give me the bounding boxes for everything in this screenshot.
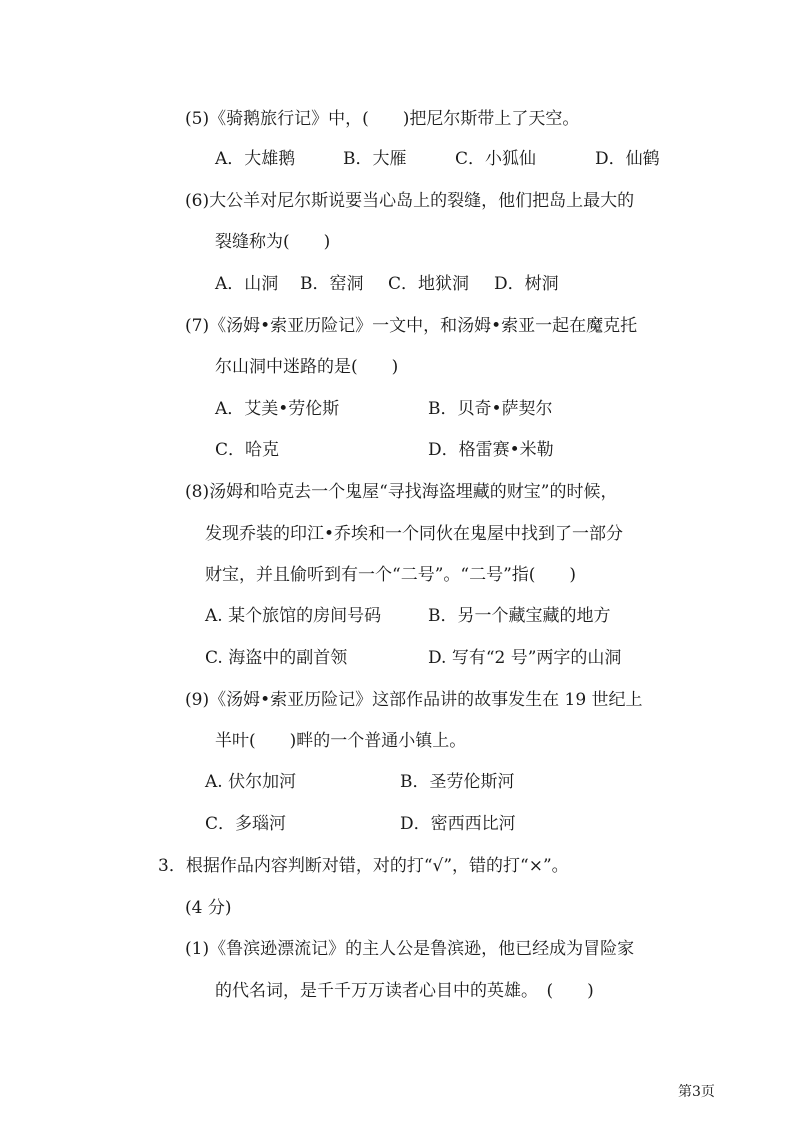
- section3-points: (4 分): [185, 898, 232, 918]
- q8-option-b: B．另一个藏宝藏的地方: [428, 606, 611, 626]
- q9-stem-line1: (9)《汤姆•索亚历险记》这部作品讲的故事发生在 19 世纪上: [185, 690, 643, 710]
- q6-option-b: B．窑洞: [300, 274, 364, 294]
- q5-option-b: B．大雁: [343, 149, 407, 169]
- q5-stem: (5)《骑鹅旅行记》中，( )把尼尔斯带上了天空。: [185, 109, 580, 129]
- q7-stem-line1: (7)《汤姆•索亚历险记》一文中，和汤姆•索亚一起在魔克托: [185, 316, 638, 336]
- q9-option-d: D．密西西比河: [400, 814, 516, 834]
- q7-stem-line2: 尔山洞中迷路的是( ): [215, 357, 399, 377]
- section3-heading: 3．根据作品内容判断对错，对的打“√”，错的打“×”。: [158, 856, 569, 876]
- q9-option-a: A. 伏尔加河: [205, 772, 297, 792]
- q6-option-a: A．山洞: [215, 274, 279, 294]
- q8-option-c: C. 海盗中的副首领: [205, 648, 348, 668]
- q6-stem-line1: (6)大公羊对尼尔斯说要当心岛上的裂缝，他们把岛上最大的: [185, 191, 635, 211]
- q5-option-d: D．仙鹤: [595, 149, 660, 169]
- q9-stem-line2: 半叶( )畔的一个普通小镇上。: [215, 731, 467, 751]
- q8-option-d: D. 写有“2 号”两字的山洞: [428, 648, 622, 668]
- section3-item1-line2: 的代名词，是千千万万读者心目中的英雄。 ( ): [215, 981, 594, 1001]
- q7-option-b: B．贝奇•萨契尔: [428, 399, 553, 419]
- q9-option-c: C．多瑙河: [205, 814, 287, 834]
- q5-option-c: C．小狐仙: [455, 149, 537, 169]
- q6-option-c: C．地狱洞: [388, 274, 470, 294]
- q9-option-b: B．圣劳伦斯河: [400, 772, 515, 792]
- q8-stem-line1: (8)汤姆和哈克去一个鬼屋“寻找海盗埋藏的财宝”的时候，: [185, 482, 618, 502]
- q8-stem-line2: 发现乔装的印江•乔埃和一个同伙在鬼屋中找到了一部分: [205, 524, 624, 544]
- page-number: 第3页: [678, 1084, 715, 1100]
- q6-option-d: D．树洞: [494, 274, 559, 294]
- q7-option-d: D．格雷赛•米勒: [428, 440, 554, 460]
- q6-stem-line2: 裂缝称为( ): [215, 232, 331, 252]
- q7-option-c: C．哈克: [215, 440, 280, 460]
- q5-option-a: A．大雄鹅: [215, 149, 296, 169]
- section3-item1-line1: (1)《鲁滨逊漂流记》的主人公是鲁滨逊，他已经成为冒险家: [185, 939, 635, 959]
- q8-option-a: A. 某个旅馆的房间号码: [205, 606, 382, 626]
- q8-stem-line3: 财宝，并且偷听到有一个“二号”。“二号”指( ): [205, 565, 577, 585]
- q7-option-a: A．艾美•劳伦斯: [215, 399, 340, 419]
